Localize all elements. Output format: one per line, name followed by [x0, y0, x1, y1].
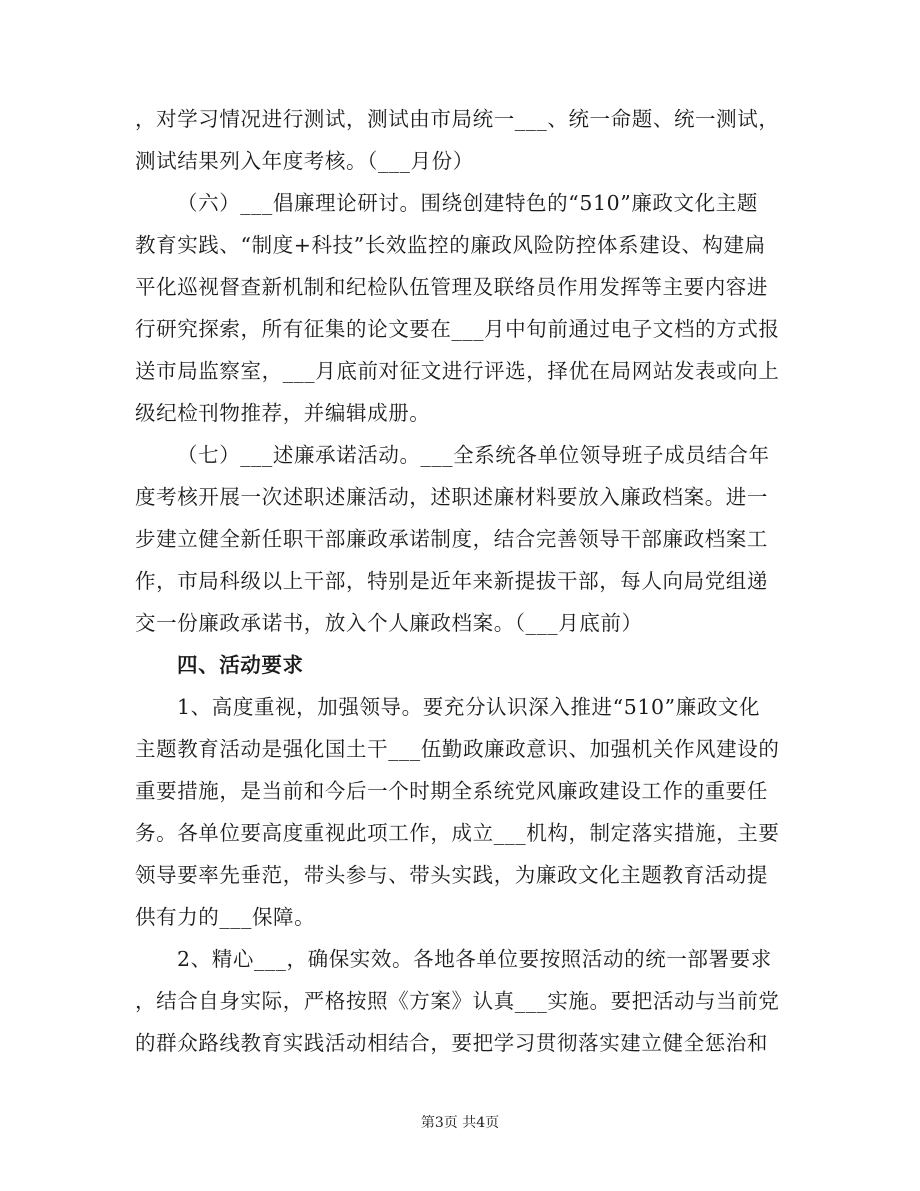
body-line: 供有力的___保障。 [135, 905, 316, 929]
body-line: 送市局监察室，___月底前对征文进行评选，择优在局网站发表或向上 [135, 359, 780, 383]
body-line: 重要措施，是当前和今后一个时期全系统党风廉政建设工作的重要任 [135, 779, 768, 803]
body-line: 步建立健全新任职干部廉政承诺制度，结合完善领导干部廉政档案工 [135, 527, 768, 551]
body-line: 级纪检刊物推荐，并编辑成册。 [135, 401, 431, 425]
requirement-two-line: 2、精心___，确保实效。各地各单位要按照活动的统一部署要求 [177, 947, 772, 971]
section-heading: 四、活动要求 [177, 653, 304, 677]
body-line: 交一份廉政承诺书，放入个人廉政档案。（___月底前） [135, 611, 643, 635]
body-line: 度考核开展一次述职述廉活动，述职述廉材料要放入廉政档案。进一 [135, 485, 768, 509]
section-six-line: （六）___倡廉理论研讨。围绕创建特色的“510”廉政文化主题 [177, 191, 758, 215]
body-line: 务。各单位要高度重视此项工作，成立___机构，制定落实措施，主要 [135, 821, 780, 845]
body-line: 领导要率先垂范，带头参与、带头实践，为廉政文化主题教育活动提 [135, 863, 768, 887]
body-line: 教育实践、“制度+科技”长效监控的廉政风险防控体系建设、构建扁 [135, 233, 766, 257]
page-indicator: 第3页 共4页 [420, 1115, 500, 1131]
body-line: ，对学习情况进行测试，测试由市局统一___、统一命题、统一测试， [135, 107, 780, 131]
page-footer [0, 1114, 920, 1132]
requirement-one-line: 1、高度重视，加强领导。要充分认识深入推进“510”廉政文化 [177, 695, 761, 719]
body-line: 测试结果列入年度考核。（___月份） [135, 149, 474, 173]
section-seven-line: （七）___述廉承诺活动。___全系统各单位领导班子成员结合年 [177, 443, 770, 467]
body-line: 主题教育活动是强化国土干___伍勤政廉政意识、加强机关作风建设的 [135, 737, 780, 761]
body-line: 平化巡视督查新机制和纪检队伍管理及联络员作用发挥等主要内容进 [135, 275, 768, 299]
body-line: ，结合自身实际，严格按照《方案》认真___实施。要把活动与当前党 [135, 989, 780, 1013]
body-line: 行研究探索，所有征集的论文要在___月中旬前通过电子文档的方式报 [135, 317, 780, 341]
body-line: 的群众路线教育实践活动相结合，要把学习贯彻落实建立健全惩治和 [135, 1031, 768, 1055]
body-line: 作，市局科级以上干部，特别是近年来新提拔干部，每人向局党组递 [135, 569, 768, 593]
